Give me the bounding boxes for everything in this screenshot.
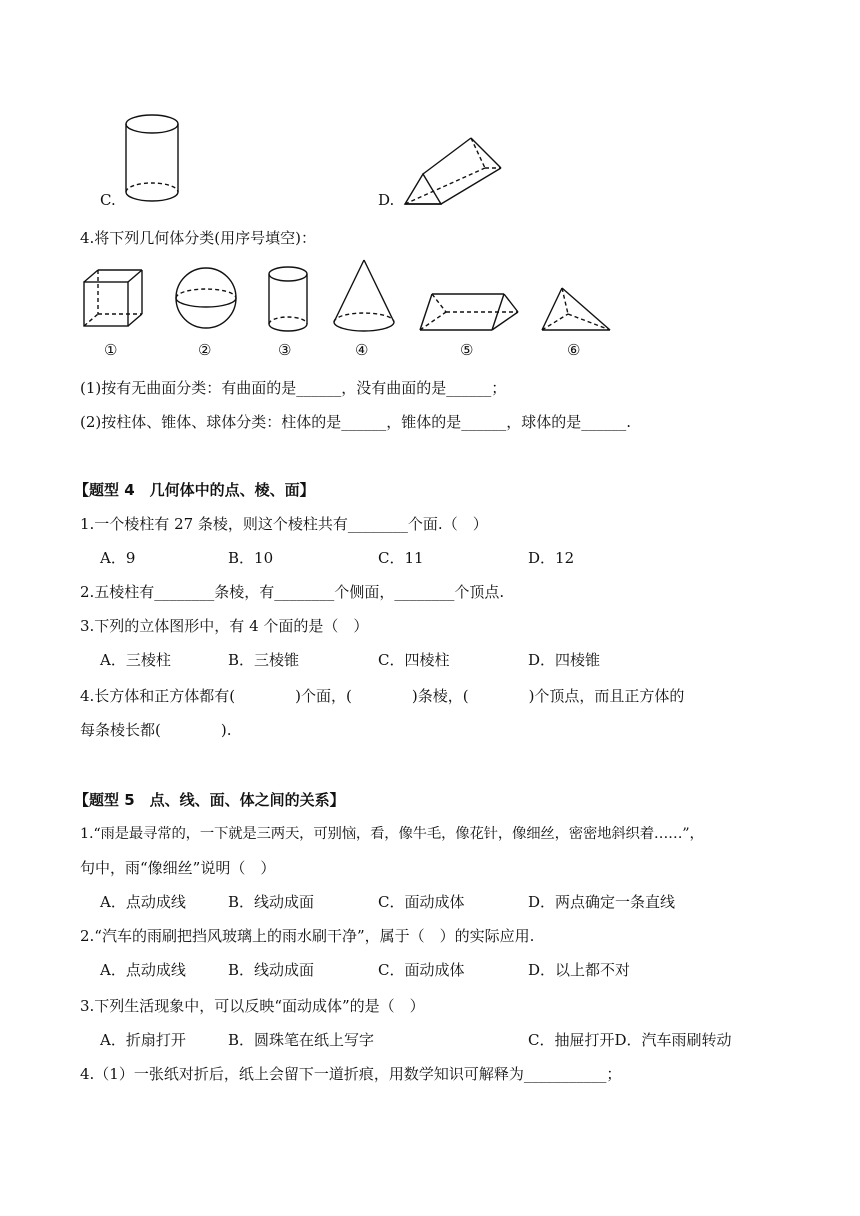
option-d-label: D. <box>378 191 395 209</box>
s4-q1-option-b: B．10 <box>228 549 274 567</box>
s5-q1-line1: 1.“雨是最寻常的，一下就是三两天，可别恼，看，像牛毛，像花针，像细丝，密密地斜织着……”， <box>80 826 704 842</box>
cone-icon <box>332 258 398 336</box>
cube-icon <box>82 268 144 330</box>
s5-q1-line2: 句中，雨“像细丝”说明（ ） <box>80 859 276 877</box>
shape-label-6: ⑥ <box>567 341 581 359</box>
shape-label-3: ③ <box>278 341 292 359</box>
shape-label-2: ② <box>198 341 212 359</box>
s5-q1-option-a: A．点动成线 <box>100 893 186 911</box>
s5-q3-option-a: A．折扇打开 <box>100 1031 186 1049</box>
s5-q3: 3.下列生活现象中，可以反映“面动成体”的是（ ） <box>80 997 425 1015</box>
q4-classify-line1: (1)按有无曲面分类：有曲面的是______，没有曲面的是______； <box>80 379 507 397</box>
section5-heading: 【题型 5 点、线、面、体之间的关系】 <box>74 791 345 809</box>
s4-q1-option-d: D．12 <box>528 549 575 567</box>
sphere-icon <box>174 266 238 330</box>
s5-q4: 4.（1）一张纸对折后，纸上会留下一道折痕，用数学知识可解释为___________； <box>80 1065 622 1083</box>
triangular-prism-icon <box>418 290 520 334</box>
s4-q4-line2: 每条棱长都( ). <box>80 721 232 739</box>
cylinder-icon <box>266 264 312 334</box>
triangular-prism-figure-d <box>403 134 507 210</box>
s4-q3-option-d: D．四棱锥 <box>528 651 601 669</box>
s5-q2-option-d: D．以上都不对 <box>528 961 631 979</box>
s4-q3-option-a: A．三棱柱 <box>100 651 171 669</box>
section4-heading: 【题型 4 几何体中的点、棱、面】 <box>74 481 315 499</box>
s4-q3: 3.下列的立体图形中，有 4 个面的是（ ） <box>80 617 369 635</box>
s4-q2: 2.五棱柱有________条棱，有________个侧面，________个顶点. <box>80 583 505 601</box>
s5-q2-option-b: B．线动成面 <box>228 961 315 979</box>
s5-q2: 2.“汽车的雨刷把挡风玻璃上的雨水刷干净”，属于（ ）的实际应用. <box>80 927 535 945</box>
s4-q3-option-c: C．四棱柱 <box>378 651 450 669</box>
s5-q1-option-c: C．面动成体 <box>378 893 465 911</box>
s5-q3-option-c: C．抽屉打开D．汽车雨刷转动 <box>528 1031 732 1049</box>
s4-q4-line1: 4.长方体和正方体都有( )个面，( )条棱，( )个顶点，而且正方体的 <box>80 687 685 705</box>
s4-q3-option-b: B．三棱锥 <box>228 651 300 669</box>
shape-label-5: ⑤ <box>460 341 474 359</box>
q4-classify-stem: 4.将下列几何体分类(用序号填空)： <box>80 229 317 247</box>
cylinder-figure-c <box>122 108 184 208</box>
option-c-label: C. <box>100 191 116 209</box>
s4-q1-option-a: A．9 <box>100 549 136 567</box>
s4-q1-option-c: C．11 <box>378 549 424 567</box>
shape-label-1: ① <box>104 341 118 359</box>
s4-q1: 1.一个棱柱有 27 条棱，则这个棱柱共有________个面.（ ） <box>80 515 488 533</box>
triangular-pyramid-icon <box>540 286 612 334</box>
s5-q2-option-a: A．点动成线 <box>100 961 186 979</box>
s5-q3-option-b: B．圆珠笔在纸上写字 <box>228 1031 375 1049</box>
shape-label-4: ④ <box>355 341 369 359</box>
s5-q2-option-c: C．面动成体 <box>378 961 465 979</box>
s5-q1-option-d: D．两点确定一条直线 <box>528 893 676 911</box>
s5-q1-option-b: B．线动成面 <box>228 893 315 911</box>
q4-classify-line2: (2)按柱体、锥体、球体分类：柱体的是______，锥体的是______，球体的是______. <box>80 413 632 431</box>
